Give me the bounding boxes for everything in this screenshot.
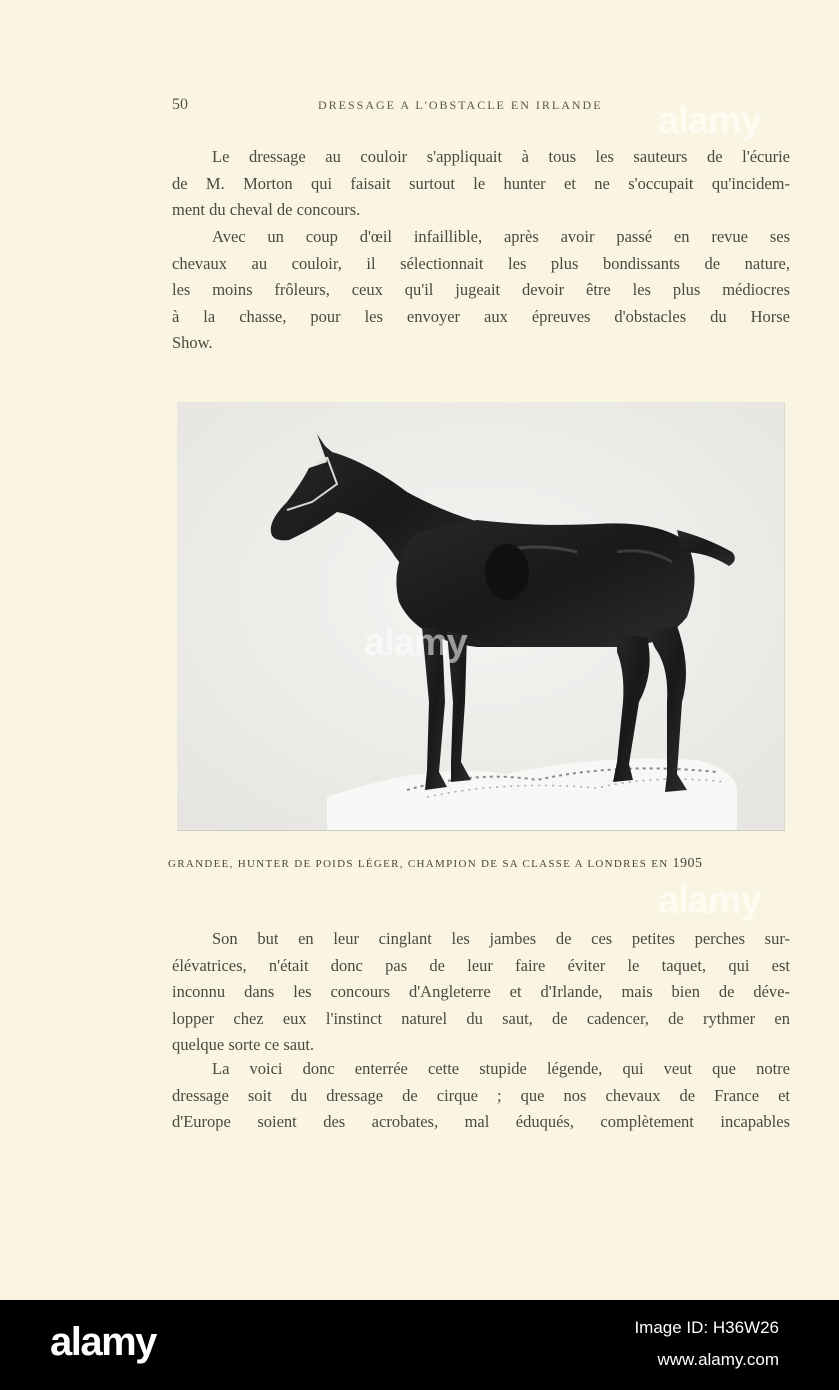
- text-line: Avec un coup d'œil infaillible, après avoir passé en revue ses: [212, 227, 790, 246]
- text-line: dressage soit du dressage de cirque ; que nos chevaux de France et: [172, 1085, 790, 1105]
- text-line: La voici donc enterrée cette stupide légende, qui veut que notre: [212, 1059, 790, 1078]
- caption-year: 1905: [672, 856, 703, 871]
- text-line: à la chasse, pour les envoyer aux épreuves d'obstacles du Horse: [172, 306, 790, 326]
- paragraph-3: [172, 926, 790, 1059]
- running-head: DRESSAGE A L'OBSTACLE EN IRLANDE: [318, 98, 603, 112]
- text-line: Show.: [172, 333, 213, 352]
- stock-bar: [0, 1300, 839, 1390]
- image-id: Image ID: H36W26: [634, 1318, 779, 1337]
- text-line: Le dressage au couloir s'appliquait à tous les sauteurs de l'écurie: [212, 147, 790, 166]
- watermark: alamy: [364, 622, 467, 664]
- text-line: lopper chez eux l'instinct naturel du saut, de cadencer, de rythmer en: [172, 1008, 790, 1028]
- paragraph-1: [172, 144, 790, 224]
- watermark: alamy: [658, 880, 761, 922]
- text-line: inconnu dans les concours d'Angleterre et d'Irlande, mais bien de déve-: [172, 982, 790, 1001]
- text-line: ment du cheval de concours.: [172, 200, 361, 219]
- paragraph-2: [172, 224, 790, 357]
- caption-text: GRANDEE, HUNTER DE POIDS LÉGER, CHAMPION DE SA CLASSE A LONDRES EN: [168, 858, 669, 870]
- horse-photograph: [177, 402, 785, 831]
- text-line: élévatrices, n'était donc pas de leur faire éviter le taquet, qui est: [172, 955, 790, 975]
- text-line: de M. Morton qui faisait surtout le hunter et ne s'occupait qu'incidem-: [172, 173, 790, 193]
- text-line: les moins frôleurs, ceux qu'il jugeait devoir être les plus médiocres: [172, 280, 790, 299]
- text-line: d'Europe soient des acrobates, mal éduqués, complètement incapables: [172, 1112, 790, 1131]
- horse-illustration: [177, 402, 784, 830]
- saddle-mark: [485, 544, 529, 600]
- paragraph-4: [172, 1056, 790, 1136]
- text-line: chevaux au couloir, il sélectionnait les plus bondissants de nature,: [172, 253, 790, 273]
- stock-url: www.alamy.com: [657, 1350, 779, 1369]
- text-line: Son but en leur cinglant les jambes de ces petites perches sur-: [212, 929, 790, 948]
- page-number: 50: [172, 96, 188, 113]
- figure-caption: [168, 856, 794, 872]
- stock-logo: alamy: [50, 1320, 156, 1364]
- text-line: quelque sorte ce saut.: [172, 1035, 315, 1054]
- watermark: alamy: [658, 100, 761, 142]
